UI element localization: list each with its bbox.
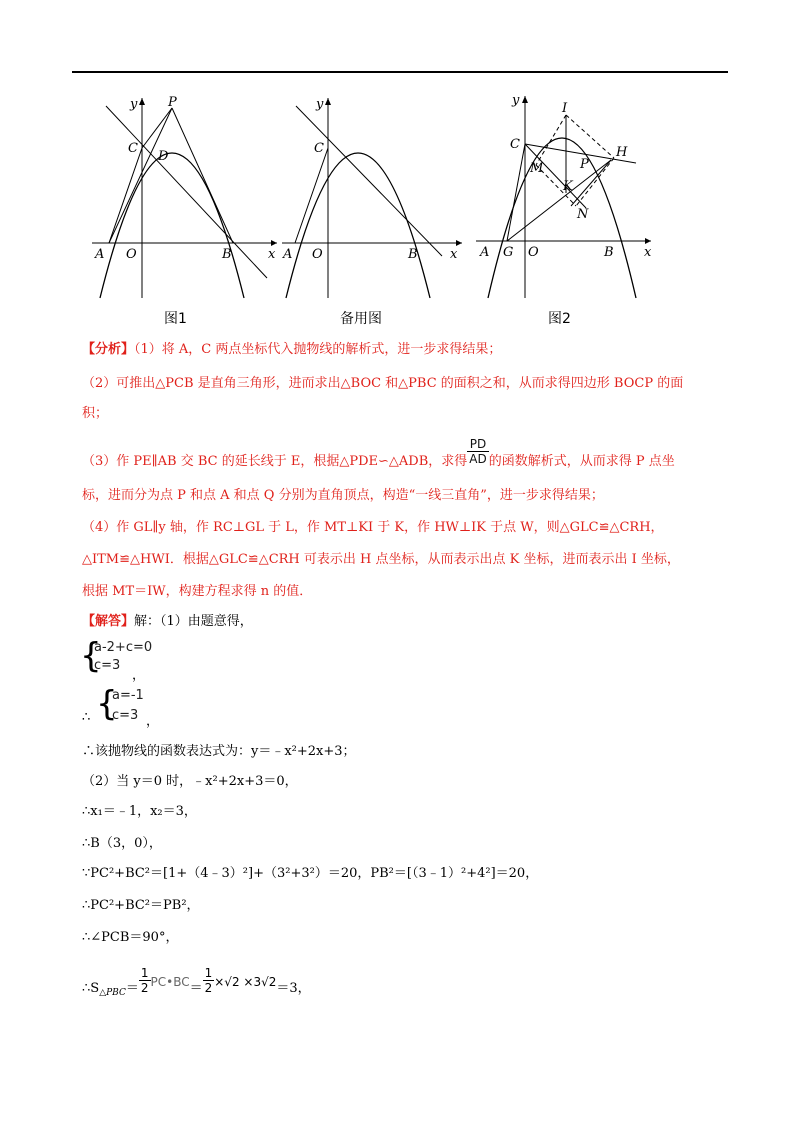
area-f2-post: ×√2 ×3√2 [214,975,277,989]
area-fraction-1 [139,966,151,995]
spare-label-x: x [450,247,458,262]
system2-eq1: a=-1 [112,688,144,703]
area-prefix: ∴S [82,981,100,996]
system1-eq1: a-2+c=0 [94,640,153,655]
fig1-label-B: B [222,247,232,262]
figure-spare-caption: 备用图 [340,311,382,327]
area-f1-den: 2 [140,981,149,995]
fig2-label-P: P [580,157,589,172]
solution-point-B: ∴B（3，0）， [82,836,162,851]
analysis-p4c: 根据 MT＝IW，构建方程求得 n 的值． [82,584,313,599]
solution-expression: ∴该抛物线的函数表达式为：y＝﹣x²+2x+3； [82,744,356,759]
system1-eq2: c=3 [94,658,121,673]
fig1-label-P: P [168,95,177,110]
system1-brace: { [80,636,102,676]
figure-spare [282,88,472,303]
solution-when-y0: （2）当 y＝0 时，﹣x²+2x+3＝0， [82,774,298,789]
fig1-label-y: y [130,97,138,112]
fig2-label-A: A [480,245,490,260]
fig2-label-H: H [616,145,628,160]
solution-pythagoras: ∴PC²+BC²＝PB²， [82,898,200,913]
fig2-label-y: y [512,93,520,108]
pd-ad-denominator: AD [469,452,487,466]
analysis-line-1 [82,340,501,360]
analysis-p3a-post: 的函数解析式，从而求得 P 点坐 [488,454,675,469]
analysis-p4a: （4）作 GL∥y 轴，作 RC⊥GL 于 L，作 MT⊥KI 于 K，作 HW⊥IK 于点 W，则△GLC≌△CRH， [82,520,664,535]
figure-2-graph [476,88,666,303]
analysis-p4b: △ITM≌△HWI．根据△GLC≌△CRH 可表示出 H 点坐标，从而表示出点 K 坐标，进而表示出 I 坐标， [82,552,680,567]
area-fraction-2 [203,966,215,995]
fig2-label-M: M [530,161,544,176]
fig2-label-C: C [510,137,520,152]
fig1-label-O: O [126,247,137,262]
analysis-p1: （1）将 A，C 两点坐标代入抛物线的解析式，进一步求得结果； [134,342,502,357]
figure-1 [92,88,282,303]
fig1-label-A: A [95,247,105,262]
fig2-label-O: O [528,245,539,260]
analysis-p3a [82,437,675,472]
analysis-p2b: 积； [82,406,109,421]
analysis-p3b: 标，进而分为点 P 和点 A 和点 Q 分别为直角顶点，构造“一线三直角”，进一步求得结果； [82,488,604,503]
solution-pc-bc: ∵PC²+BC²＝[1+（4﹣3）²]+（3²+3²）＝20，PB²＝[（3﹣1）²+4²]＝20， [82,866,539,881]
area-f2-num: 1 [204,966,213,980]
figure-spare-graph [282,88,472,303]
spare-label-y: y [316,97,324,112]
fig1-label-D: D [158,149,169,164]
spare-label-B: B [408,247,418,262]
fig2-label-I: I [562,101,568,116]
fig1-label-x: x [268,247,276,262]
area-subscript: △PBC [99,988,126,998]
system2-brace: { [96,684,118,724]
system2-eq2: c=3 [112,708,139,723]
solution-area-line [82,966,311,1003]
figure-2 [476,88,666,303]
figure-2-caption: 图2 [548,311,571,327]
solution-angle: ∴∠PCB＝90°， [82,930,179,945]
fig2-label-G: G [503,245,514,260]
fig2-label-B: B [604,245,614,260]
system2-therefore: ∴ [82,710,91,725]
header-rule [72,71,728,73]
area-eq2: ＝ [189,981,203,996]
fig2-label-K: K [563,179,573,194]
spare-label-C: C [314,141,324,156]
analysis-heading: 【分析】 [82,342,135,357]
system2-comma: ， [146,714,160,729]
solution-intro-line [82,612,253,632]
area-f2-den: 2 [204,981,213,995]
pd-ad-fraction [467,437,488,466]
solution-intro: 解：（1）由题意得， [134,614,253,629]
fig2-label-N: N [577,207,589,222]
fig2-label-x: x [644,245,652,260]
analysis-p2a: （2）可推出△PCB 是直角三角形，进而求出△BOC 和△PBC 的面积之和，从而求得四边形 BOCP 的面 [82,376,684,391]
system1-comma: ， [132,668,146,683]
solution-heading: 【解答】 [82,614,135,629]
analysis-p3a-pre: （3）作 PE∥AB 交 BC 的延长线于 E，根据△PDE∽△ADB，求得 [82,454,468,469]
spare-label-A: A [283,247,293,262]
area-end: ＝3， [276,981,311,996]
figure-1-graph [92,88,282,303]
spare-label-O: O [312,247,323,262]
pd-ad-numerator: PD [467,437,488,452]
area-f1-num: 1 [140,966,149,980]
fig1-label-C: C [128,141,138,156]
solution-roots: ∴x₁＝﹣1，x₂＝3， [82,804,197,819]
figure-1-caption: 图1 [164,311,187,327]
area-eq1: ＝ [125,981,139,996]
area-f1-post: PC•BC [150,975,190,989]
